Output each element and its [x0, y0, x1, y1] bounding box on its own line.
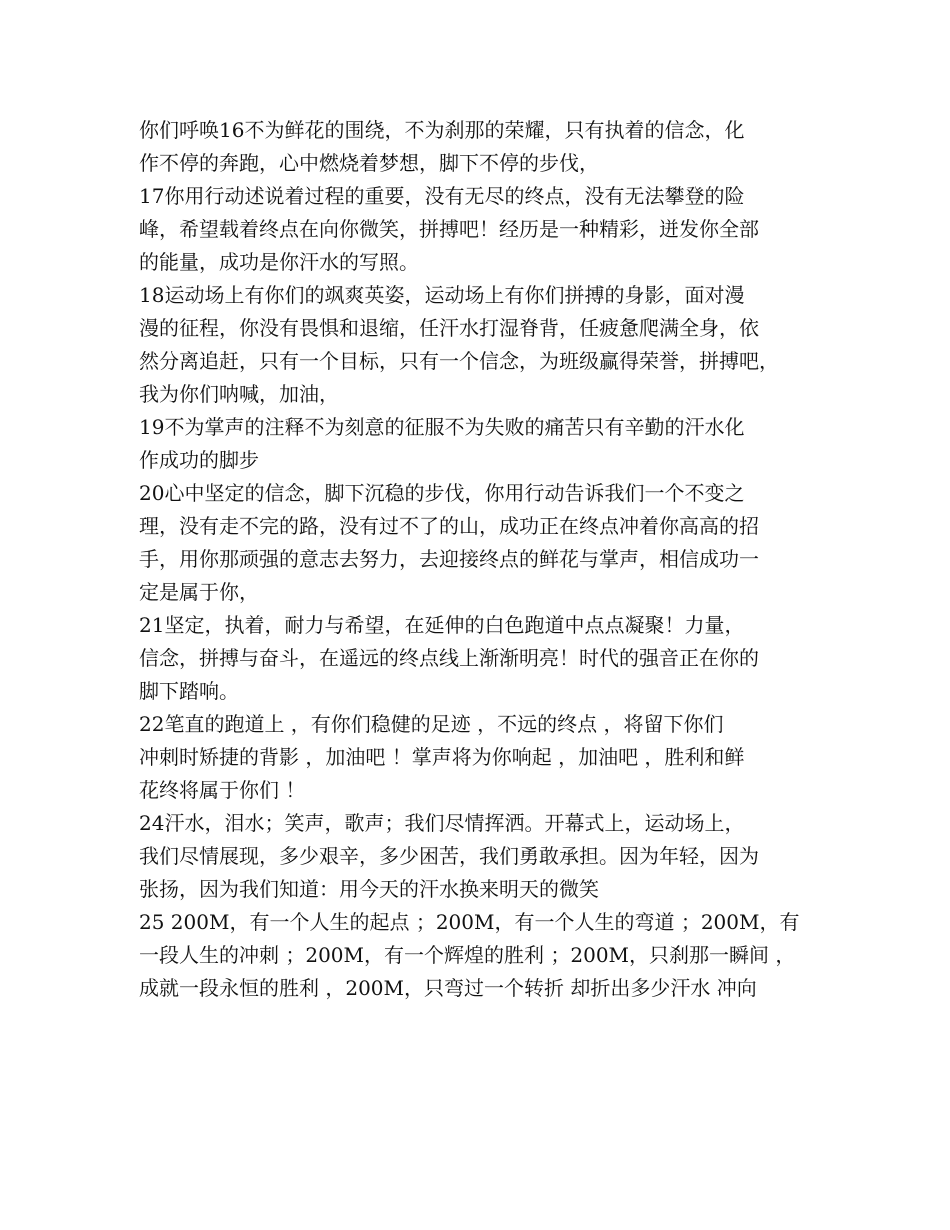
text-line: 漫的征程，你没有畏惧和退缩，任汗水打湿脊背，任疲惫爬满全身，依	[139, 316, 759, 340]
text-line: 定是属于你，	[139, 580, 259, 604]
paragraph-22	[139, 708, 829, 807]
paragraph-16	[139, 114, 829, 180]
text-line: 信念，拼搏与奋斗，在遥远的终点线上渐渐明亮！时代的强音正在你的	[139, 646, 759, 670]
text-line: 的能量，成功是你汗水的写照。	[139, 250, 419, 274]
text-line: 21坚定，执着，耐力与希望，在延伸的白色跑道中点点凝聚！力量，	[139, 613, 745, 637]
paragraph-21	[139, 609, 829, 708]
text-line: 冲刺时矫捷的背影 ，加油吧 ！掌声将为你响起 ，加油吧 ，胜利和鲜	[139, 745, 745, 769]
text-line: 作成功的脚步	[139, 448, 259, 472]
paragraph-19	[139, 411, 829, 477]
text-line: 一段人生的冲刺 ；200M，有一个辉煌的胜利 ；200M，只刹那一瞬间 ，	[139, 943, 796, 967]
text-line: 22笔直的跑道上 ，有你们稳健的足迹 ，不远的终点 ，将留下你们	[139, 712, 724, 736]
text-line: 成就一段永恒的胜利 ，200M，只弯过一个转折 却折出多少汗水 冲向	[139, 976, 757, 1000]
text-line: 然分离追赶，只有一个目标，只有一个信念，为班级赢得荣誉，拼搏吧，	[139, 349, 779, 373]
text-line: 花终将属于你们 ！	[139, 778, 306, 802]
text-line: 作不停的奔跑，心中燃烧着梦想，脚下不停的步伐，	[139, 151, 599, 175]
text-line: 19不为掌声的注释不为刻意的征服不为失败的痛苦只有辛勤的汗水化	[139, 415, 745, 439]
text-line: 25 200M，有一个人生的起点 ；200M，有一个人生的弯道 ；200M，有	[139, 910, 800, 934]
text-line: 你们呼唤16不为鲜花的围绕，不为刹那的荣耀，只有执着的信念，化	[139, 118, 745, 142]
text-line: 脚下踏响。	[139, 679, 239, 703]
text-line: 17你用行动述说着过程的重要，没有无尽的终点，没有无法攀登的险	[139, 184, 745, 208]
text-line: 张扬，因为我们知道：用今天的汗水换来明天的微笑	[139, 877, 599, 901]
text-line: 理，没有走不完的路，没有过不了的山，成功正在终点冲着你高高的招	[139, 514, 759, 538]
document-body	[139, 114, 829, 1005]
text-line: 24汗水，泪水；笑声，歌声；我们尽情挥洒。开幕式上，运动场上，	[139, 811, 745, 835]
text-line: 我们尽情展现，多少艰辛，多少困苦，我们勇敢承担。因为年轻，因为	[139, 844, 759, 868]
paragraph-18	[139, 279, 829, 411]
text-line: 我为你们呐喊，加油，	[139, 382, 339, 406]
paragraph-20	[139, 477, 829, 609]
text-line: 18运动场上有你们的飒爽英姿，运动场上有你们拼搏的身影，面对漫	[139, 283, 745, 307]
paragraph-17	[139, 180, 829, 279]
paragraph-25	[139, 906, 829, 1005]
text-line: 20心中坚定的信念，脚下沉稳的步伐，你用行动告诉我们一个不变之	[139, 481, 745, 505]
text-line: 手，用你那顽强的意志去努力，去迎接终点的鲜花与掌声，相信成功一	[139, 547, 759, 571]
paragraph-24	[139, 807, 829, 906]
text-line: 峰，希望载着终点在向你微笑，拼搏吧！经历是一种精彩，迸发你全部	[139, 217, 759, 241]
